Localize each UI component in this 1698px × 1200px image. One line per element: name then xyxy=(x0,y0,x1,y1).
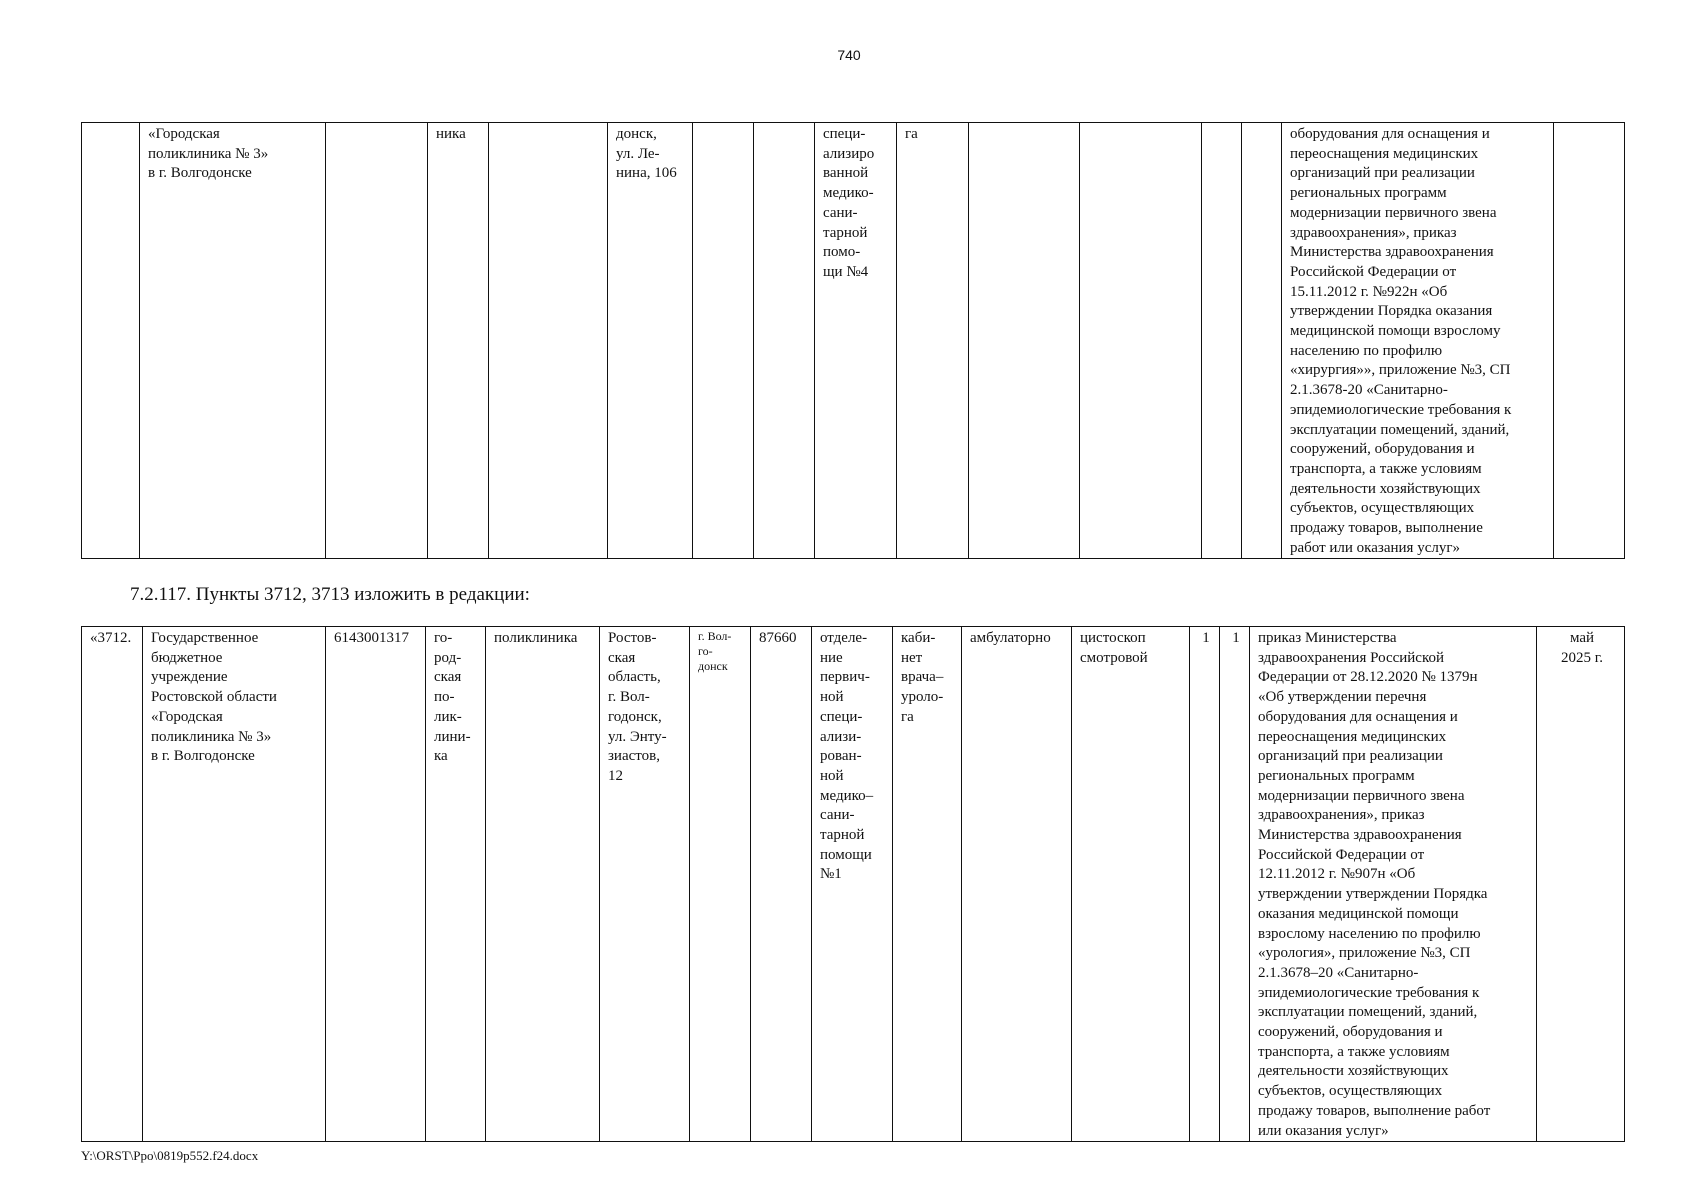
cell-unit xyxy=(489,123,608,559)
cell-equipment: цистоскоп смотровой xyxy=(1072,627,1190,1142)
cell-legal-basis: оборудования для оснащения и переоснащения медицинских организаций при реализации региональных программ модернизации первичного звена здравоохранения», приказ Министерства здравоохранения Российской Федерации от 15.11.2012 г. №922н «Об утверждении Порядка оказания медицинской помощи взрослому населению по профилю «хирургия»», приложение №3, СП 2.1.3678-20 «Санитарно- эпидемиологические требования к эксплуатации помещений, зданий, сооружений, оборудования и транспорта, а также условиям деятельности хозяйствующих субъектов, осуществляющих продажу товаров, выполнение работ или оказания услуг» xyxy=(1282,123,1554,559)
table-row xyxy=(82,123,1625,559)
cell-equipment xyxy=(1080,123,1202,559)
cell-inn: 6143001317 xyxy=(326,627,426,1142)
cell-quantity-a xyxy=(1202,123,1242,559)
cell-address: Ростов- ская область, г. Вол- годонск, ул. Энту- зиастов, 12 xyxy=(600,627,690,1142)
footer-file-path: Y:\ORST\Ppo\0819p552.f24.docx xyxy=(81,1148,259,1163)
cell-inn xyxy=(326,123,428,559)
cell-type: ника xyxy=(428,123,489,559)
cell-organization: «Городская поликлиника № 3» в г. Волгодонске xyxy=(140,123,326,559)
table-continuation xyxy=(81,122,1625,559)
table-row xyxy=(82,627,1625,1142)
cell-number xyxy=(82,123,140,559)
cell-code xyxy=(754,123,815,559)
cell-quantity-a: 1 xyxy=(1190,627,1220,1142)
cell-room: га xyxy=(897,123,969,559)
cell-type: го- род- ская по- лик- лини- ка xyxy=(426,627,486,1142)
cell-room: каби- нет врача– уроло- га xyxy=(893,627,962,1142)
cell-organization: Государственное бюджетное учреждение Ростовской области «Городская поликлиника № 3» в г. Волгодонске xyxy=(143,627,326,1142)
cell-number: «3712. xyxy=(82,627,143,1142)
cell-department: отделе- ние первич- ной специ- ализи- рован- ной медико– сани- тарной помощи №1 xyxy=(812,627,893,1142)
page-number: 740 xyxy=(837,47,861,63)
cell-city: г. Вол- го- донск xyxy=(690,627,751,1142)
cell-address: донск, ул. Ле- нина, 106 xyxy=(608,123,693,559)
cell-quantity-b xyxy=(1242,123,1282,559)
cell-legal-basis: приказ Министерства здравоохранения Российской Федерации от 28.12.2020 № 1379н «Об утверждении перечня оборудования для оснащения и переоснащения медицинских организаций при реализации региональных программ модернизации первичного звена здравоохранения», приказ Министерства здравоохранения Российской Федерации от 12.11.2012 г. №907н «Об утверждении утверждении Порядка оказания медицинской помощи взрослому населению по профилю «урология», приложение №3, СП 2.1.3678–20 «Санитарно- эпидемиологические требования к эксплуатации помещений, зданий, сооружений, оборудования и транспорта, а также условиям деятельности хозяйствующих субъектов, осуществляющих продажу товаров, выполнение работ или оказания услуг» xyxy=(1250,627,1537,1142)
paragraph-amendment: 7.2.117. Пункты 3712, 3713 изложить в редакции: xyxy=(130,584,530,605)
cell-unit: поликлиника xyxy=(486,627,600,1142)
cell-city xyxy=(693,123,754,559)
cell-care-form: амбулаторно xyxy=(962,627,1072,1142)
cell-quantity-b: 1 xyxy=(1220,627,1250,1142)
cell-department: специ- ализиро ванной медико- сани- тарной помо- щи №4 xyxy=(815,123,897,559)
cell-deadline: май 2025 г. xyxy=(1537,627,1625,1142)
cell-code: 87660 xyxy=(751,627,812,1142)
table-item-3712 xyxy=(81,626,1625,1142)
cell-care-form xyxy=(969,123,1080,559)
cell-deadline xyxy=(1554,123,1625,559)
